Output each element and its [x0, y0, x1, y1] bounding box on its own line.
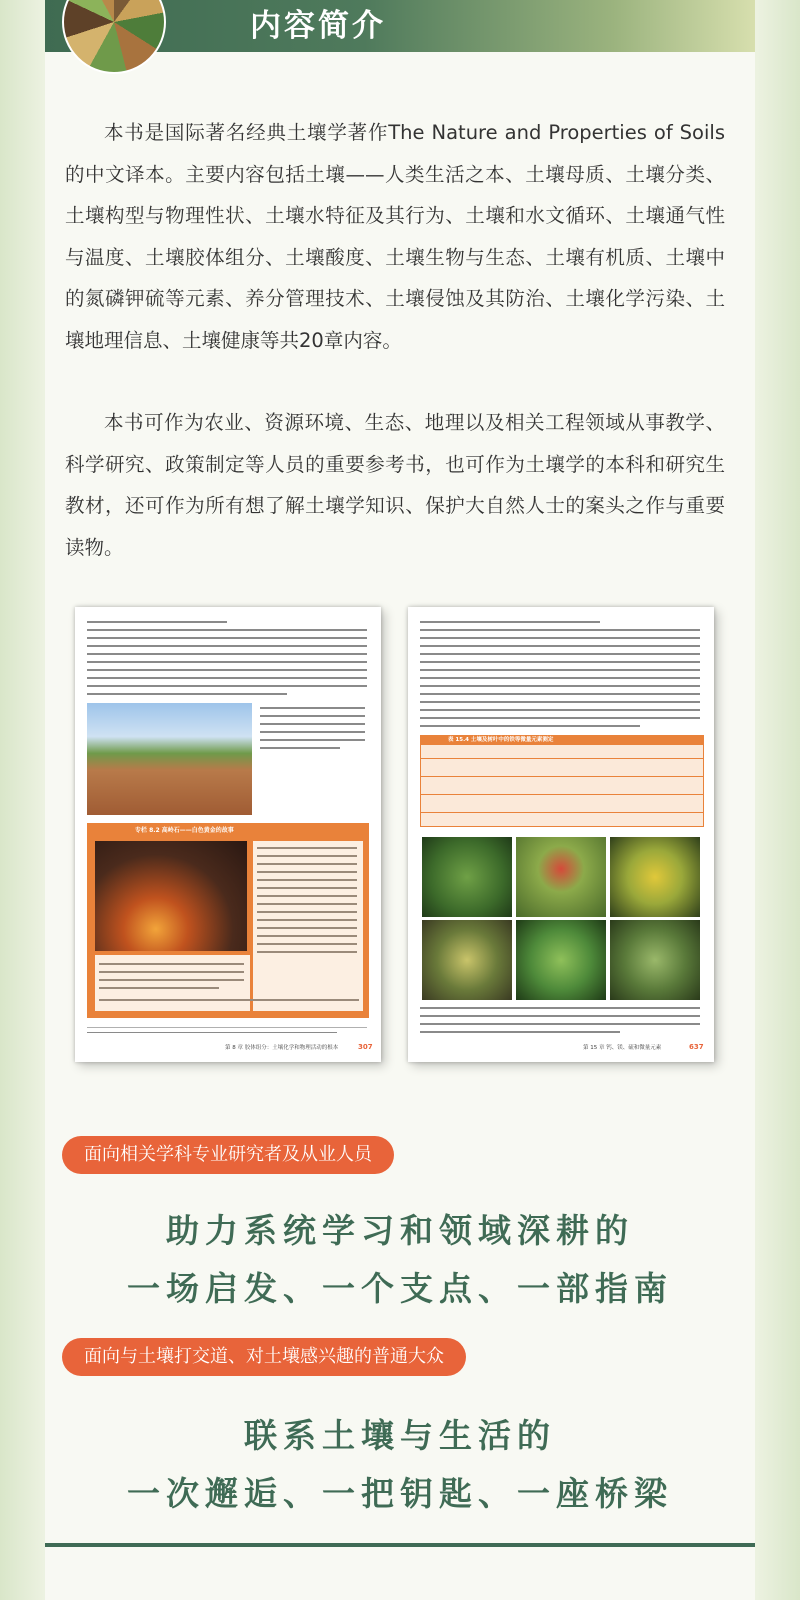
slogan-2-line-1: 联系土壤与生活的: [244, 1416, 556, 1455]
header-title: 内容简介: [250, 8, 386, 44]
page-number-left: 307: [358, 1043, 373, 1051]
slogan-2-line-2: 一次邂逅、一把钥匙、一座桥梁: [127, 1474, 673, 1513]
bottom-divider: [45, 1543, 755, 1547]
leaf-photo-b: [516, 837, 606, 917]
leaf-photo-a: [422, 837, 512, 917]
page-number-right: 637: [689, 1043, 704, 1051]
leaf-photo-f: [610, 920, 700, 1000]
table-title: 表 15.4 土壤及树叶中的铁等微量元素测定: [448, 737, 554, 743]
kiln-photo: [95, 841, 247, 951]
intro-paragraph-2: 本书可作为农业、资源环境、生态、地理以及相关工程领域从事教学、科学研究、政策制定等人员的重要参考书，也可作为土壤学的本科和研究生教材，还可作为所有想了解土壤学知识、保护大自然人士的案头之作与重要读物。: [65, 411, 725, 559]
slogan-1-line-2: 一场启发、一个支点、一部指南: [127, 1269, 673, 1308]
leaf-photo-c: [610, 837, 700, 917]
intro-paragraph-1: 本书是国际著名经典土壤学著作The Nature and Properties of Soils的中文译本。主要内容包括土壤——人类生活之本、土壤母质、土壤分类、土壤构型与物理性状、土壤水特征及其行为、土壤和水文循环、土壤通气性与温度、土壤胶体组分、土壤酸度、土壤生物与生态、土壤有机质、土壤中的氮磷钾硫等元素、养分管理技术、土壤侵蚀及其防治、土壤化学污染、土壤地理信息、土壤健康等共20章内容。: [65, 121, 725, 352]
book-page-right: [408, 607, 714, 1062]
leaf-photo-e: [516, 920, 606, 1000]
page-footer-right: 第 15 章 钙、镁、硫和微量元素: [583, 1045, 662, 1051]
field-photo: [87, 703, 252, 815]
nutrient-table: [420, 735, 704, 827]
audience-tag-public: 面向与土壤打交道、对土壤感兴趣的普通大众: [62, 1338, 466, 1376]
feature-box-title: 专栏 8.2 高岭石——白色黄金的故事: [135, 827, 234, 834]
audience-tag-researchers: 面向相关学科专业研究者及从业人员: [62, 1136, 394, 1174]
book-page-left: [75, 607, 381, 1062]
leaf-photo-d: [422, 920, 512, 1000]
page-footer-left: 第 8 章 胶体组分：土壤化学和物理活动的根本: [225, 1045, 339, 1051]
slogan-1-line-1: 助力系统学习和领域深耕的: [166, 1211, 634, 1250]
